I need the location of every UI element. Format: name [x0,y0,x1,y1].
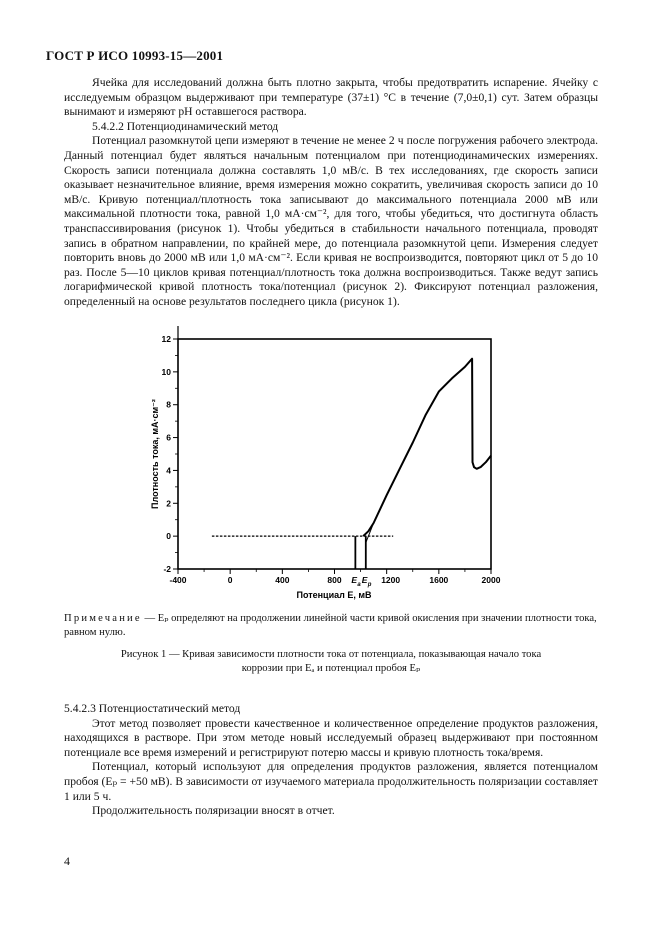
y-tick-label-5: 8 [166,399,171,410]
paragraph-potentiodynamic: Потенциал разомкнутой цепи измеряют в течение не менее 2 ч после погружения рабочего электрода. Данный потенциал будет являться начальным потенциалом при потенциодинамических измерениях. Скорость записи потенциала должна составлять 1,0 мВ/с. В тех исследованиях, где скорость записи оказывает незначительное влияние, время измерения можно сократить, увеличивая скорость записи до 10 мВ/с. Кривую потенциал/плотность тока записывают до максимального потенциала 2000 мВ или максимальной плотности тока, равной 1,0 мА·см⁻², для того, чтобы убедиться, что достигнута область транспассивирования (рисунок 1). Чтобы убедиться в стабильности начального потенциала, проводят запись в обратном направлении, по крайней мере, до потенциала разомкнутой цепи. Измерения следует повторить вновь до 2000 мВ или 1,0 мА·см⁻². Если кривая не воспроизводится, повторяют цикл от 5 до 10 раз. После 5—10 циклов кривая потенциал/плотность тока должна воспроизводиться. Также ведут запись логарифмической кривой плотность тока/потенциал (рисунок 2). Фиксируют потенциал разложения, определенный на основе результатов последнего цикла (рисунок 1). [64,134,598,308]
page-number: 4 [64,854,70,868]
section-heading-potentiostatic: 5.4.2.3 Потенциостатический метод [64,702,241,715]
y-tick-label-7: 12 [161,334,171,344]
x-tick-label-0: -400 [169,575,187,585]
caption-line-2: коррозии при Eₐ и потенциал пробоя Eₚ [241,663,421,674]
figure-note [64,612,598,640]
note-text: — Eₚ определяют на продолжении линейной части кривой окисления при значении плотности тока, равном нулю. [64,613,597,638]
ea-label: E [351,575,358,585]
y-tick-label-4: 6 [166,432,171,443]
y-tick-label-0: -2 [163,564,171,574]
x-tick-label-6: 2000 [481,575,501,585]
paragraph-polarization-duration: Продолжительность поляризации вносят в отчет. [92,804,335,818]
x-tick-label-5: 1600 [429,575,449,585]
document-header: ГОСТ Р ИСО 10993-15—2001 [46,48,224,63]
note-label: Примечание [64,613,142,624]
y-tick-label-1: 0 [166,531,171,542]
chart-frame [178,339,491,569]
paragraph-method-description: Этот метод позволяет провести качественное и количественное определение продуктов разложения, находящихся в растворе. При этом методе новый исследуемый образец выдерживают при постоянном потенциале все время измерений и регистрируют потерю массы и кривую плотность тока/время. [64,716,598,759]
caption-line-1: Рисунок 1 — Кривая зависимости плотности тока от потенциала, показывающая начало тока [120,649,542,660]
section-heading-potentiodynamic: 5.4.2.2 Потенциодинамический метод [92,119,279,133]
potential-markers [351,536,371,588]
x-tick-label-2: 400 [275,575,290,585]
chart-series [212,359,491,543]
series-line-0 [363,359,491,536]
y-tick-label-6: 10 [161,366,171,377]
x-tick-label-1: 0 [227,575,233,585]
x-tick-label-3: 800 [327,575,342,585]
paragraph-cell-sealing: Ячейка для исследований должна быть плотно закрыта, чтобы предотвратить испарение. Ячейку с исследуемым образцом выдерживают при температуре (37±1) °С в течение (7,0±0,1) сут. Затем образцы вынимают и измеряют рН оставшегося раствора. [64,76,598,119]
x-tick-label-4: 1200 [381,575,401,585]
y-axis-label: Плотность тока, мА·см⁻² [150,399,160,509]
ep-subscript: p [367,582,372,588]
ea-subscript: a [357,582,361,588]
paragraph-breakdown-potential: Потенциал, который используют для определения продуктов разложения, является потенциалом пробоя (Eₚ = +50 мВ). В зависимости от изучаемого материала продолжительность поляризации составляет 1 или 5 ч. [64,760,598,803]
ep-label: E [361,575,368,585]
x-axis-label: Потенциал E, мВ [296,590,372,600]
axis-ticks [162,334,501,585]
bottom-text-block [64,702,598,819]
figure-caption [64,648,598,676]
y-tick-label-2: 2 [166,498,171,509]
y-tick-label-3: 4 [166,465,171,476]
